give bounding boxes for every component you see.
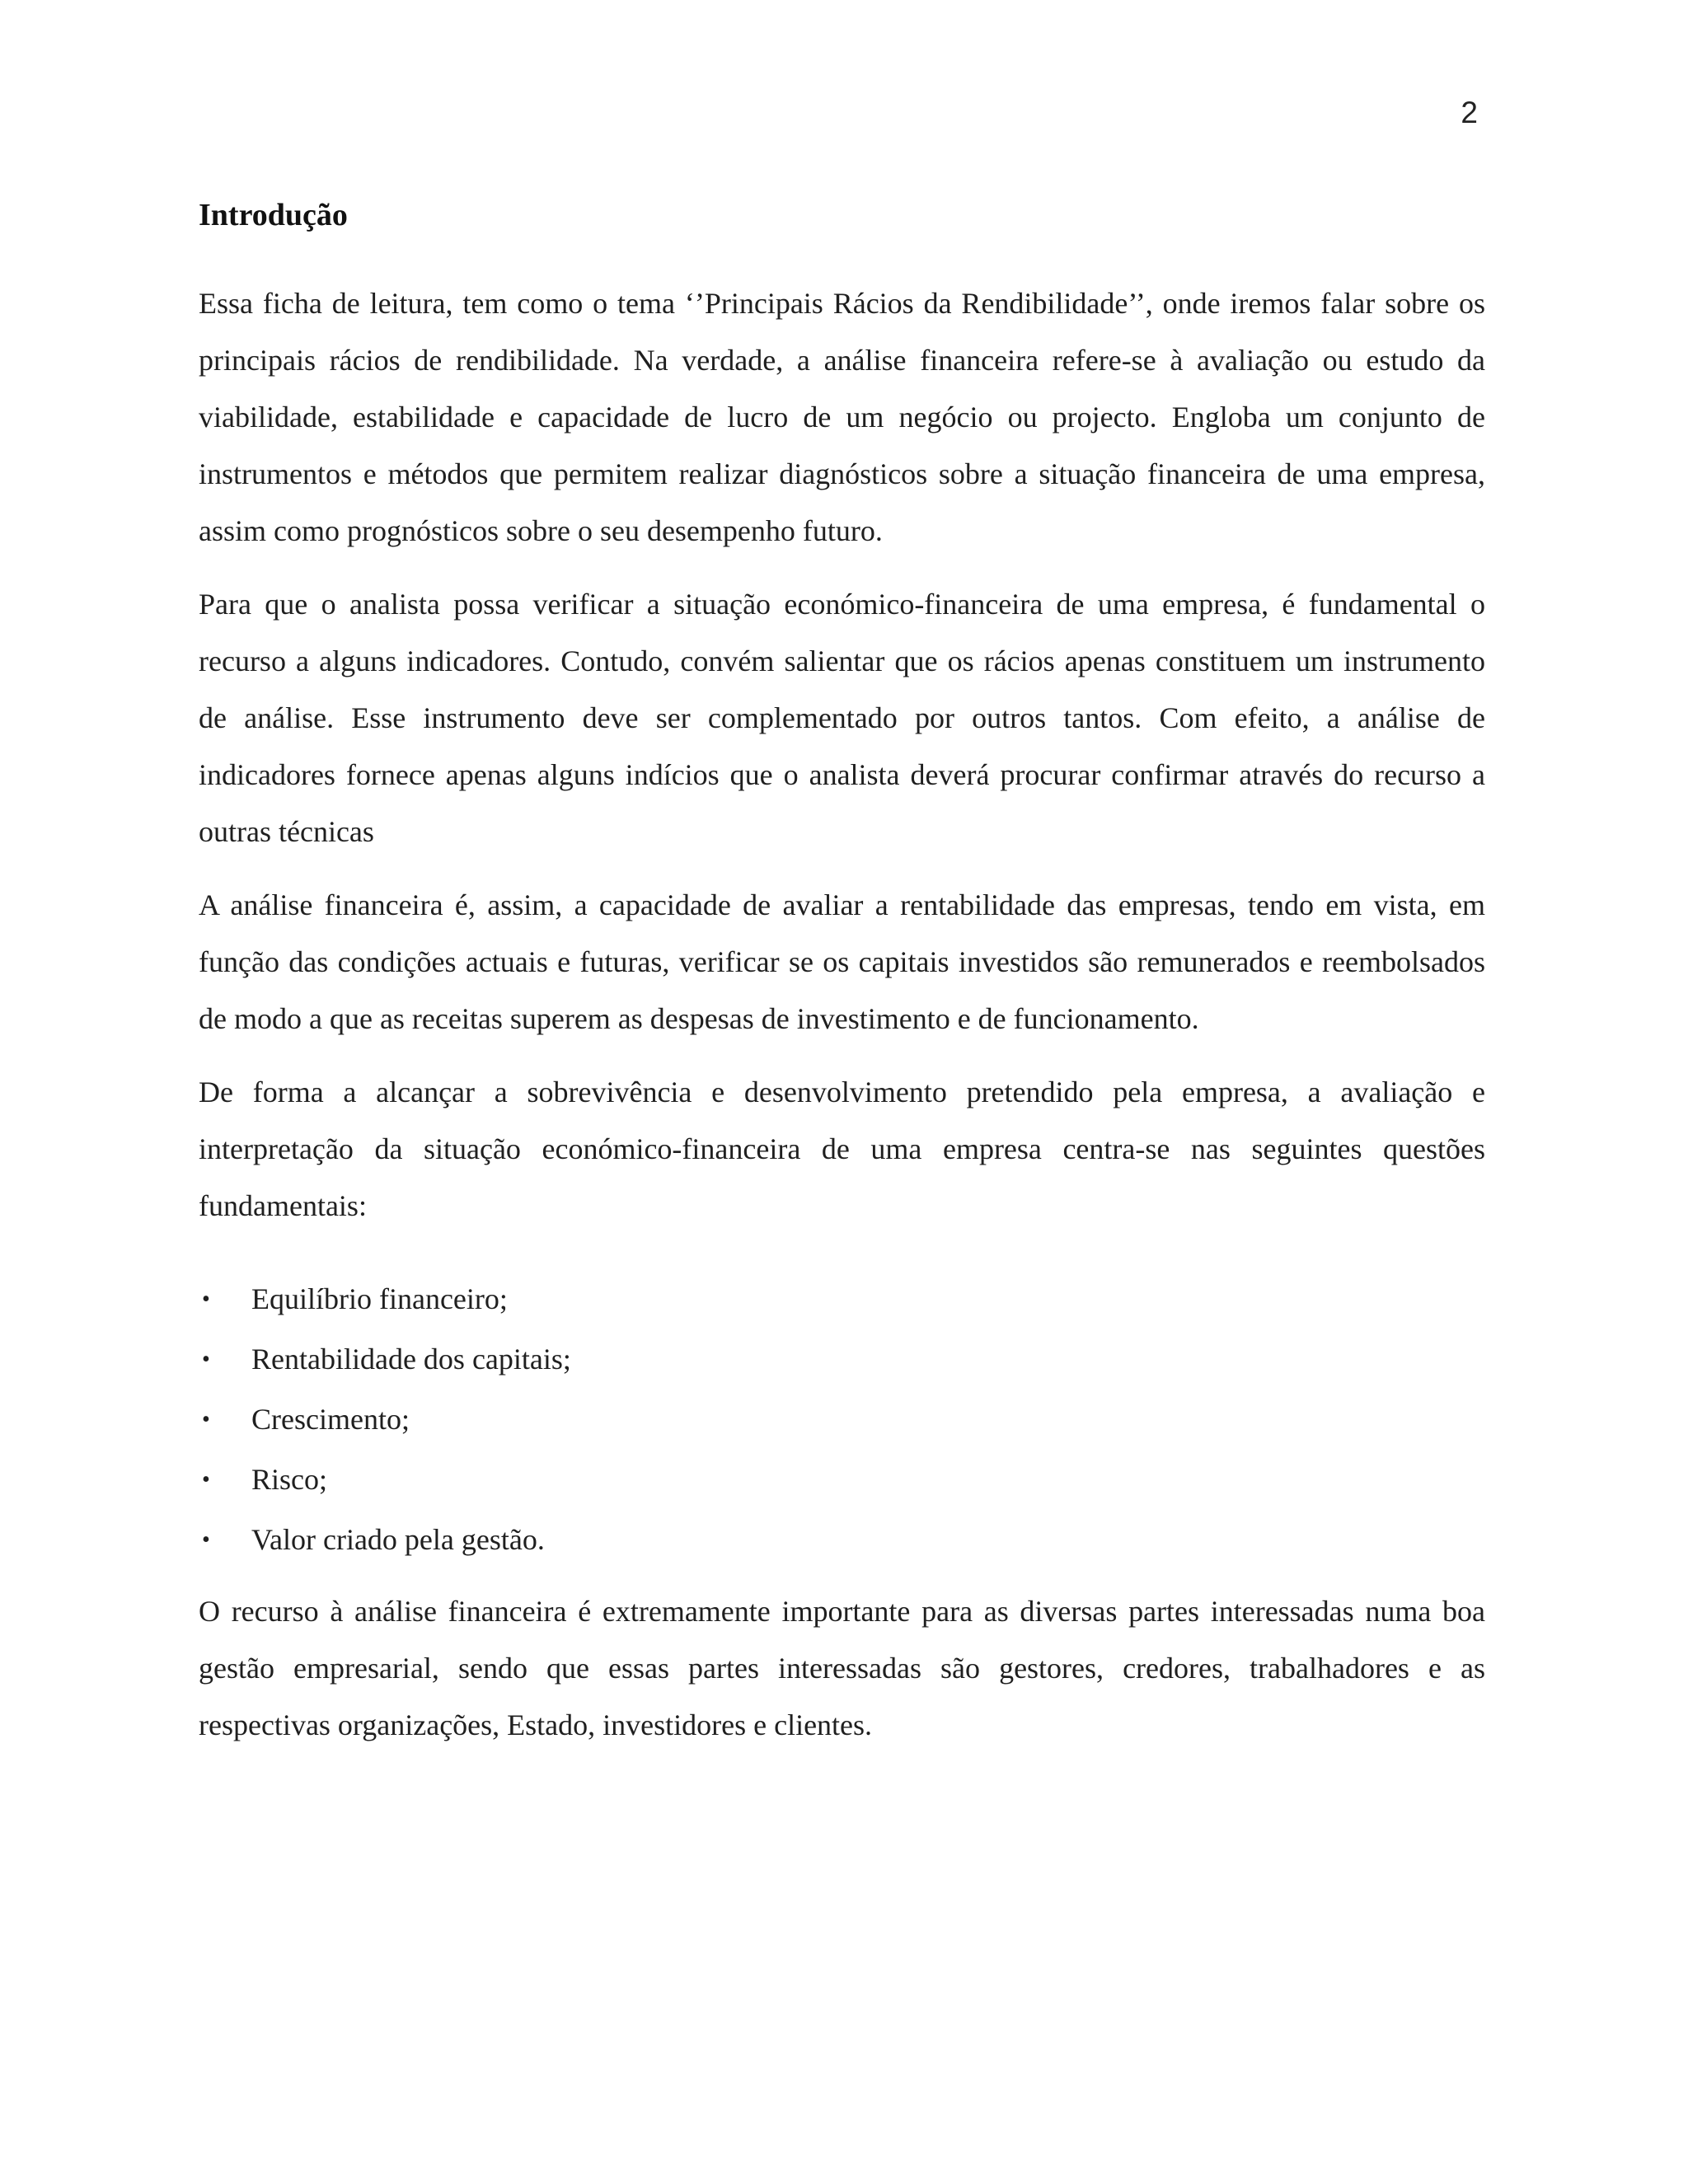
paragraph-financial-analysis: A análise financeira é, assim, a capacidade de avaliar a rentabilidade das empresas, tendo em vista, em função das condições actuais e futuras, verificar se os capitais investidos são remunerados e reembolsados de modo a que as receitas superem as despesas de investimento e de funcionamento. xyxy=(199,888,1485,1035)
list-item xyxy=(199,1269,1485,1329)
list-item-text: Valor criado pela gestão. xyxy=(251,1523,545,1556)
page-number: 2 xyxy=(1461,96,1478,129)
list-item xyxy=(199,1510,1485,1570)
paragraph-key-questions: De forma a alcançar a sobrevivência e desenvolvimento pretendido pela empresa, a avaliação e interpretação da situação económico-financeira de uma empresa centra-se nas seguintes questões fundamentais: xyxy=(199,1076,1485,1222)
bullet-icon: • xyxy=(202,1467,210,1493)
list-item-text: Risco; xyxy=(251,1463,328,1496)
list-item-text: Rentabilidade dos capitais; xyxy=(251,1343,571,1376)
section-heading: Introdução xyxy=(199,198,348,232)
list-item xyxy=(199,1390,1485,1450)
list-item xyxy=(199,1450,1485,1510)
bullet-icon: • xyxy=(202,1347,210,1372)
list-item-text: Crescimento; xyxy=(251,1403,410,1436)
paragraph-intro: Essa ficha de leitura, tem como o tema ‘’Principais Rácios da Rendibilidade’’, onde iremos falar sobre os principais rácios de rendibilidade. Na verdade, a análise financeira refere-se à avaliação ou estudo da viabilidade, estabilidade e capacidade de lucro de um negócio ou projecto. Engloba um conjunto de instrumentos e métodos que permitem realizar diagnósticos sobre a situação financeira de uma empresa, assim como prognósticos sobre o seu desempenho futuro. xyxy=(199,287,1485,547)
bullet-icon: • xyxy=(202,1407,210,1432)
list-item-text: Equilíbrio financeiro; xyxy=(251,1282,508,1315)
document-body xyxy=(199,199,1485,1770)
list-item xyxy=(199,1329,1485,1390)
paragraph-indicators: Para que o analista possa verificar a situação económico-financeira de uma empresa, é fundamental o recurso a alguns indicadores. Contudo, convém salientar que os rácios apenas constituem um instrumento de análise. Esse instrumento deve ser complementado por outros tantos. Com efeito, a análise de indicadores fornece apenas alguns indícios que o analista deverá procurar confirmar através do recurso a outras técnicas xyxy=(199,588,1485,848)
bullet-icon: • xyxy=(202,1286,210,1312)
paragraph-stakeholders: O recurso à análise financeira é extremamente importante para as diversas partes interessadas numa boa gestão empresarial, sendo que essas partes interessadas são gestores, credores, trabalhadores e as respectivas organizações, Estado, investidores e clientes. xyxy=(199,1595,1485,1741)
bullet-icon: • xyxy=(202,1527,210,1553)
bullet-list xyxy=(199,1269,1485,1570)
